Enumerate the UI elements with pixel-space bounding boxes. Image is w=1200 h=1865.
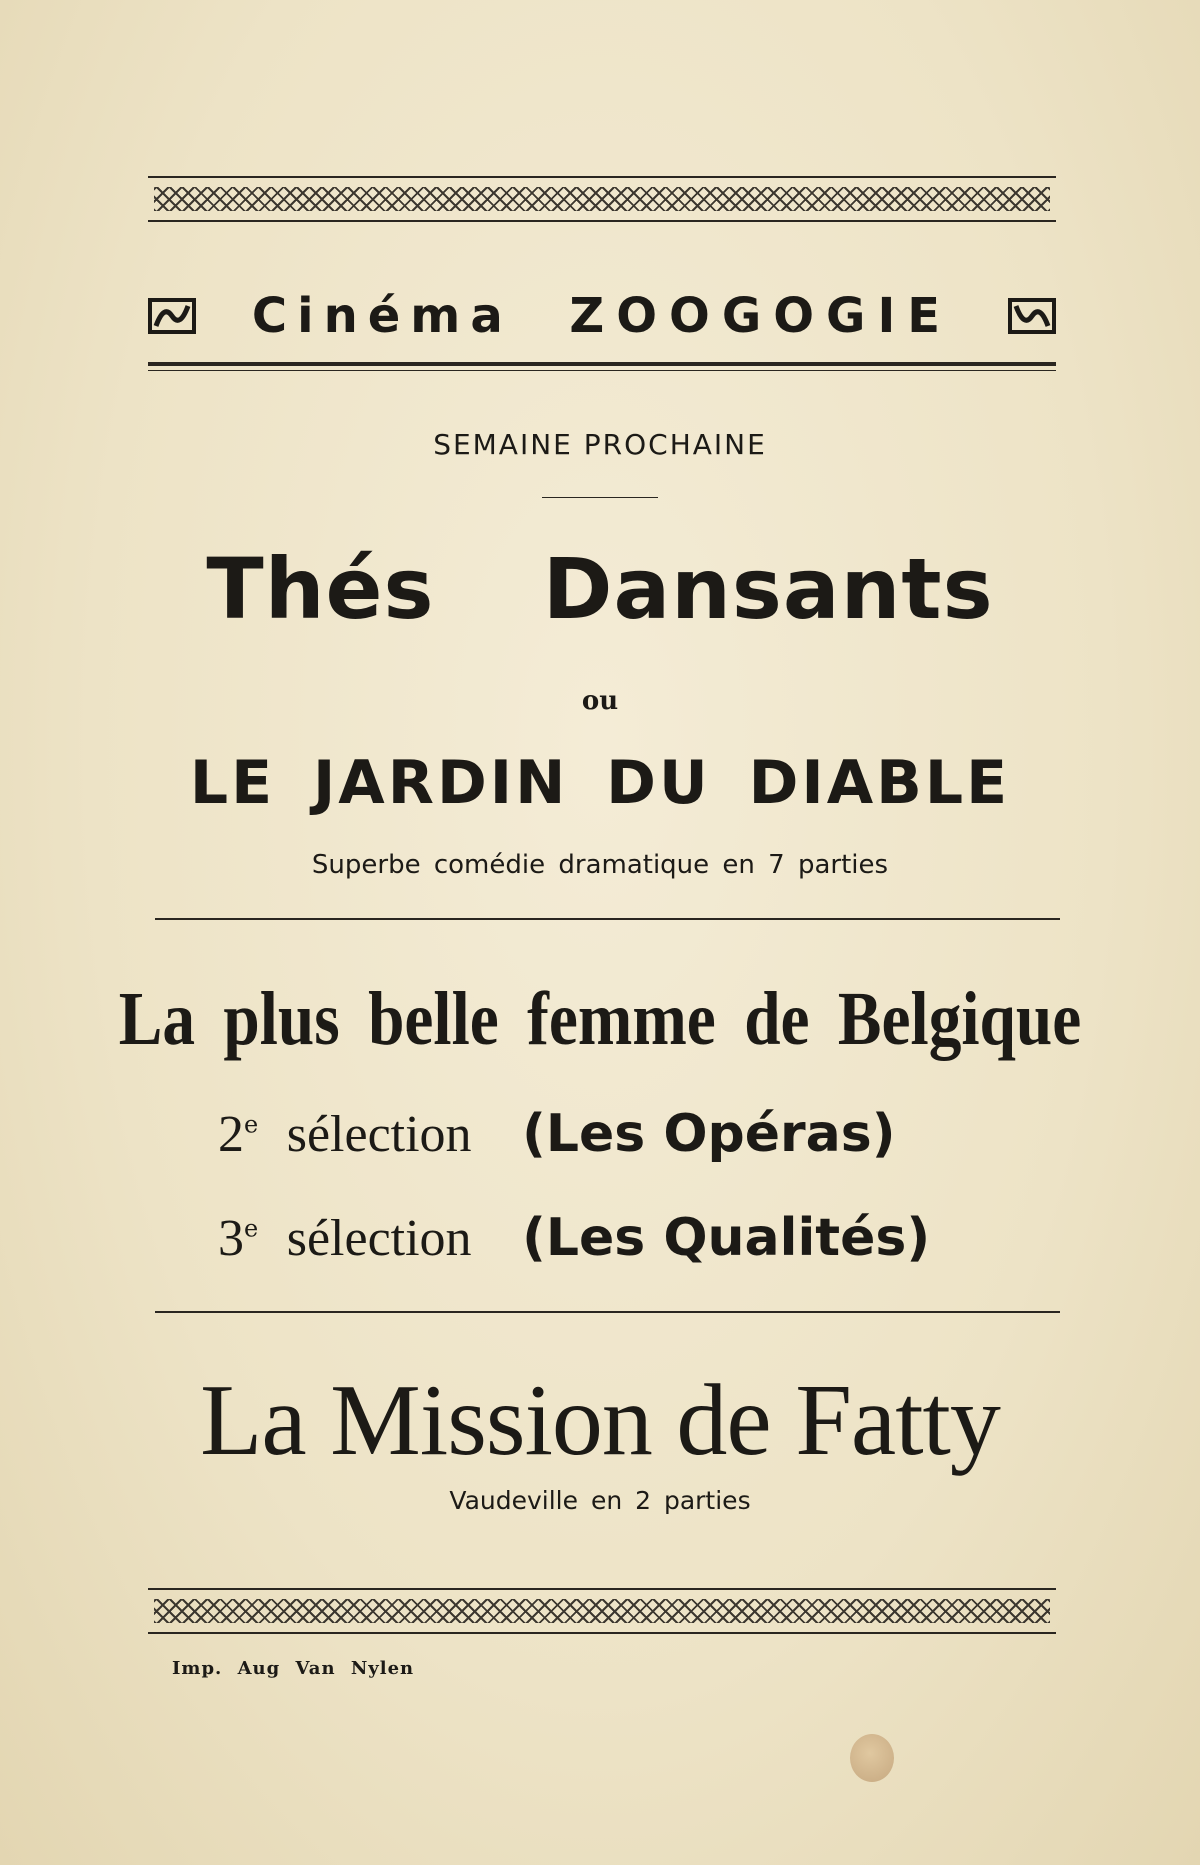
short-divider [542, 497, 658, 498]
cinema-title [252, 288, 952, 344]
selection-suffix: e [244, 1214, 259, 1243]
selection-row [218, 1208, 930, 1268]
section-divider-1 [155, 918, 1060, 920]
selection-number: 3 [218, 1210, 244, 1267]
week-label: SEMAINE PROCHAINE [433, 428, 767, 461]
film3-title: La Mission de Fatty [200, 1364, 1000, 1477]
cinema-header [148, 288, 1056, 344]
binding-hole [850, 1734, 894, 1782]
top-ornamental-border [148, 176, 1056, 222]
printer-imprint: Imp. Aug Van Nylen [172, 1658, 415, 1679]
selection-theme: (Les Opéras) [522, 1104, 896, 1164]
film3-subtitle: Vaudeville en 2 parties [449, 1486, 751, 1515]
film1-subtitle: Superbe comédie dramatique en 7 parties [311, 850, 889, 880]
header-rule-thick [148, 362, 1056, 366]
film1-connector: ou [581, 686, 619, 716]
bottom-ornamental-border [148, 1588, 1056, 1634]
selection-number: 2 [218, 1106, 244, 1163]
section-divider-2 [155, 1311, 1060, 1313]
selection-suffix: e [244, 1110, 259, 1139]
selection-theme: (Les Qualités) [522, 1208, 931, 1268]
selection-word: sélection [286, 1210, 472, 1267]
film1-title: Thés Dansants [206, 540, 994, 638]
cinema-prefix: Cinéma [251, 288, 513, 344]
film2-title: La plus belle femme de Belgique [118, 977, 1082, 1061]
selection-row [218, 1104, 895, 1164]
film1-alt-title: LE JARDIN DU DIABLE [189, 748, 1011, 818]
cinema-name: ZOOGOGIE [569, 288, 953, 344]
left-ornament-icon [148, 296, 196, 336]
selection-word: sélection [286, 1106, 472, 1163]
right-ornament-icon [1008, 296, 1056, 336]
header-rule-thin [148, 370, 1056, 371]
